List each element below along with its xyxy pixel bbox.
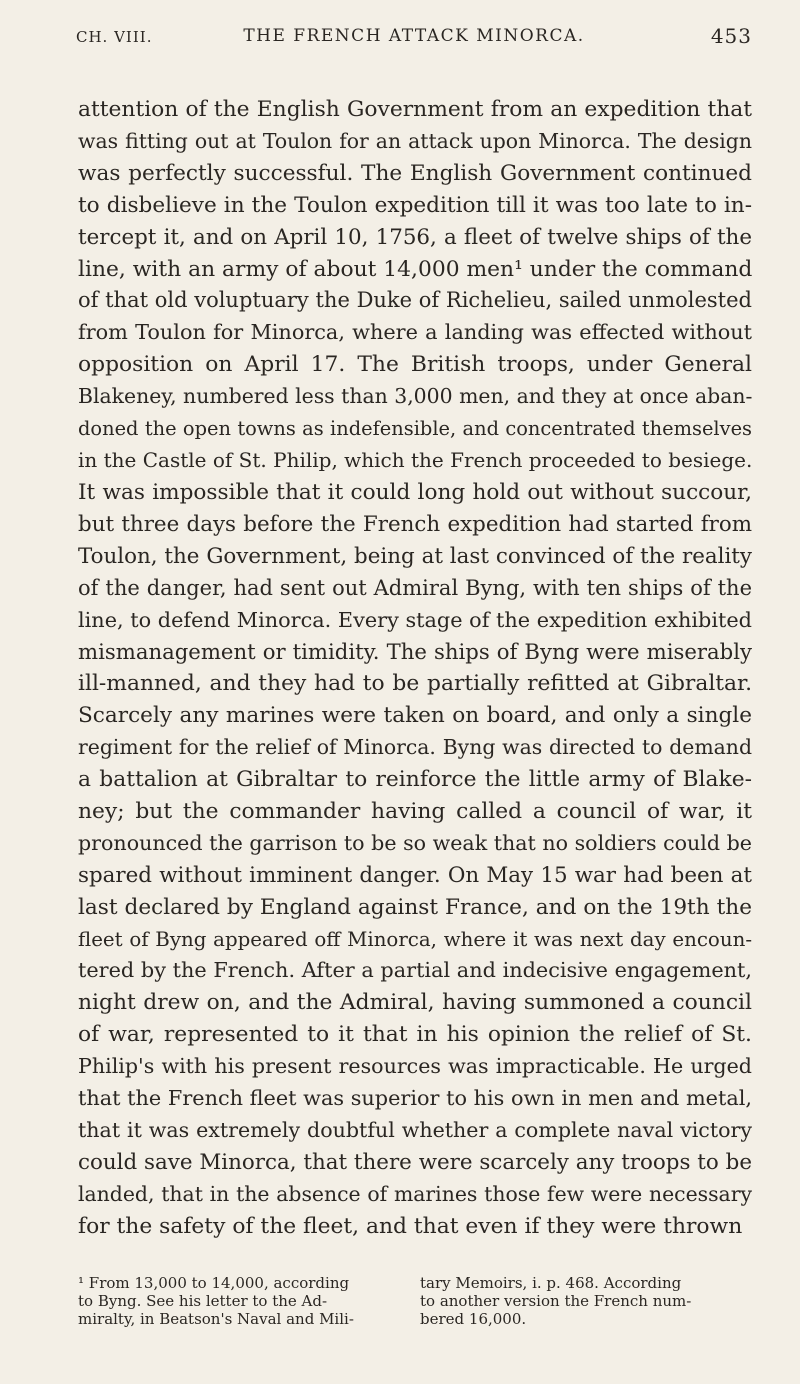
text-line: opposition on April 17. The British troops, under General <box>78 352 752 378</box>
text-line: Philip's with his present resources was impracticable. He urged <box>78 1054 752 1079</box>
body-text <box>78 94 752 1243</box>
text-line: doned the open towns as indefensible, and concentrated themselves <box>78 417 752 441</box>
footnote-line: tary Memoirs, i. p. 468. According <box>420 1274 682 1292</box>
text-line: regiment for the relief of Minorca. Byng was directed to demand <box>78 735 752 760</box>
text-line: for the safety of the fleet, and that even if they were thrown <box>78 1213 743 1239</box>
footnote-line: to another version the French num- <box>420 1292 692 1310</box>
page-number: 453 <box>710 24 752 48</box>
text-line: that it was extremely doubtful whether a complete naval victory <box>78 1118 752 1142</box>
text-line: to disbelieve in the Toulon expedition till it was too late to in- <box>78 192 752 218</box>
footnote-line: to Byng. See his letter to the Ad- <box>78 1292 328 1310</box>
running-header <box>76 22 752 52</box>
text-line: spared without imminent danger. On May 15 war had been at <box>78 862 752 888</box>
text-line: but three days before the French expedition had started from <box>78 511 752 537</box>
text-line: of war, represented to it that in his opinion the relief of St. <box>78 1022 752 1048</box>
text-line: night drew on, and the Admiral, having summoned a council <box>78 990 752 1016</box>
text-line: of that old voluptuary the Duke of Richelieu, sailed unmolested <box>78 288 752 313</box>
text-line: that the French fleet was superior to his own in men and metal, <box>78 1086 752 1111</box>
text-line: attention of the English Government from an expedition that <box>78 97 752 122</box>
footnote-column-right <box>420 1274 752 1328</box>
text-line: line, with an army of about 14,000 men¹ under the command <box>78 256 753 282</box>
text-line: pronounced the garrison to be so weak that no soldiers could be <box>78 830 752 855</box>
text-line: Blakeney, numbered less than 3,000 men, and they at once aban- <box>78 384 753 409</box>
text-line: tercept it, and on April 10, 1756, a fleet of twelve ships of the <box>78 224 752 250</box>
footnote-column-left <box>78 1274 406 1328</box>
footnote-line: bered 16,000. <box>420 1310 527 1328</box>
chapter-label: CH. VIII. <box>76 28 153 46</box>
text-line: line, to defend Minorca. Every stage of the expedition exhibited <box>78 607 752 632</box>
text-line: ney; but the commander having called a council of war, it <box>78 798 752 824</box>
text-line: could save Minorca, that there were scarcely any troops to be <box>78 1149 752 1175</box>
text-line: from Toulon for Minorca, where a landing was effected without <box>78 320 752 345</box>
text-line: last declared by England against France, and on the 19th the <box>78 894 752 920</box>
text-line: mismanagement or timidity. The ships of Byng were miserably <box>78 639 752 665</box>
text-line: Scarcely any marines were taken on board, and only a single <box>78 703 752 729</box>
footnote-line: miralty, in Beatson's Naval and Mili- <box>78 1310 354 1328</box>
text-line: of the danger, had sent out Admiral Byng, with ten ships of the <box>78 575 752 600</box>
text-line: a battalion at Gibraltar to reinforce the little army of Blake- <box>78 767 752 793</box>
text-line: in the Castle of St. Philip, which the French proceeded to besiege. <box>78 447 753 472</box>
text-line: Toulon, the Government, being at last convinced of the reality <box>78 543 752 569</box>
text-line: was perfectly successful. The English Government continued <box>78 160 752 186</box>
text-line: landed, that in the absence of marines those few were necessary <box>78 1181 752 1206</box>
text-line: fleet of Byng appeared off Minorca, where it was next day encoun- <box>78 927 752 951</box>
footnote-line: ¹ From 13,000 to 14,000, according <box>78 1274 350 1292</box>
page-title: THE FRENCH ATTACK MINORCA. <box>243 26 585 46</box>
text-line: It was impossible that it could long hold out without succour, <box>78 479 752 505</box>
text-line: was fitting out at Toulon for an attack upon Minorca. The design <box>78 128 752 153</box>
text-line: ill-manned, and they had to be partially refitted at Gibraltar. <box>78 671 752 697</box>
text-line: tered by the French. After a partial and indecisive engagement, <box>78 958 752 983</box>
